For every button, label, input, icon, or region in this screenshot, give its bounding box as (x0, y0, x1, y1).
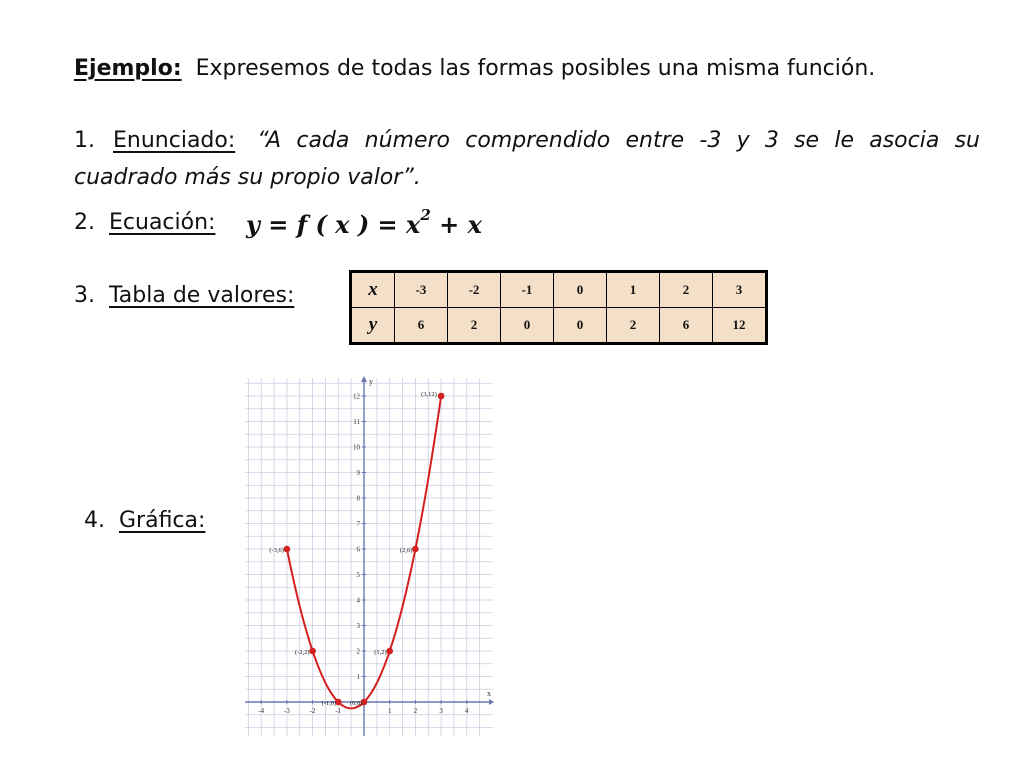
heading-text: Expresemos de todas las formas posibles una misma función. (195, 56, 876, 81)
x-axis-arrow (489, 699, 494, 705)
x-value-cell: -2 (448, 272, 501, 308)
x-tick-label: 3 (439, 707, 443, 715)
y-value-cell: 0 (554, 308, 607, 344)
data-point-label: (3,12) (421, 391, 437, 398)
y-tick-label: 8 (356, 494, 360, 503)
equation-label: Ecuación: (109, 210, 216, 235)
equation-number: 2. (74, 210, 95, 235)
data-point (284, 546, 291, 553)
x-value-cell: -3 (395, 272, 448, 308)
data-point-label: (2,6) (399, 547, 413, 554)
y-axis-arrow (361, 376, 367, 382)
equation-formula (246, 206, 482, 239)
graph-line (84, 508, 205, 533)
heading-line (74, 56, 875, 81)
equation-line (74, 210, 215, 235)
table-label: Tabla de valores: (109, 283, 295, 308)
x-value-cell: 2 (660, 272, 713, 308)
function-graph (243, 374, 495, 740)
y-tick-label: 7 (356, 520, 360, 528)
table-line (74, 283, 294, 308)
x-tick-label: -4 (258, 707, 265, 715)
statement-number: 1. (74, 128, 95, 153)
y-tick-label: 4 (356, 596, 360, 605)
y-tick-label: 6 (356, 545, 360, 554)
y-tick-label: 11 (353, 418, 360, 426)
y-value-cell: 6 (395, 308, 448, 344)
data-point (412, 546, 419, 553)
statement-quote: “A cada número comprendido entre -3 y 3 se le asocia su cuadrado más su propio valor”. (74, 128, 980, 190)
x-value-cell: -1 (501, 272, 554, 308)
x-value-cell: 0 (554, 272, 607, 308)
y-header-cell: y (351, 308, 395, 344)
table-row-x (351, 272, 767, 308)
x-tick-label: 1 (387, 707, 392, 715)
data-point-label: (-2,2) (294, 649, 310, 656)
y-tick-label: 9 (356, 469, 360, 477)
x-tick-label: -1 (335, 707, 342, 715)
table-number: 3. (74, 283, 95, 308)
x-header-cell: x (351, 272, 395, 308)
y-tick-label: 3 (356, 622, 360, 630)
x-value-cell: 1 (607, 272, 660, 308)
data-point-label: (1,2) (374, 649, 387, 656)
y-tick-label: 12 (353, 392, 360, 401)
y-tick-label: 1 (356, 673, 360, 681)
data-point-label: (0,0) (350, 700, 363, 707)
y-tick-label: 5 (356, 571, 360, 579)
y-value-cell: 6 (660, 308, 713, 344)
y-value-cell: 2 (448, 308, 501, 344)
y-axis-label: y (369, 377, 373, 386)
data-point-label: (-1,0) (321, 700, 337, 707)
data-point (309, 648, 316, 655)
statement-label: Enunciado: (113, 128, 236, 153)
data-point-label: (-3,6) (269, 547, 284, 554)
graph-number: 4. (84, 508, 105, 533)
x-value-cell: 3 (713, 272, 767, 308)
x-tick-label: -2 (309, 707, 316, 715)
statement-line (74, 122, 980, 196)
x-tick-label: -3 (283, 707, 290, 715)
x-tick-label: 2 (413, 707, 418, 715)
y-value-cell: 0 (501, 308, 554, 344)
equation-rhs: + x (430, 210, 482, 239)
data-point (438, 393, 445, 400)
y-tick-label: 10 (353, 443, 360, 452)
x-axis-label: x (487, 689, 491, 698)
equation-exponent: 2 (420, 206, 431, 224)
equation-lhs: y = f ( x ) = x (246, 210, 421, 239)
y-tick-label: 2 (356, 647, 360, 656)
y-value-cell: 12 (713, 308, 767, 344)
example-label: Ejemplo: (74, 56, 182, 81)
data-point (386, 648, 393, 655)
x-tick-label: 4 (465, 707, 469, 715)
table-row-y (351, 308, 767, 344)
graph-label: Gráfica: (119, 508, 206, 533)
y-value-cell: 2 (607, 308, 660, 344)
values-table (349, 270, 768, 345)
